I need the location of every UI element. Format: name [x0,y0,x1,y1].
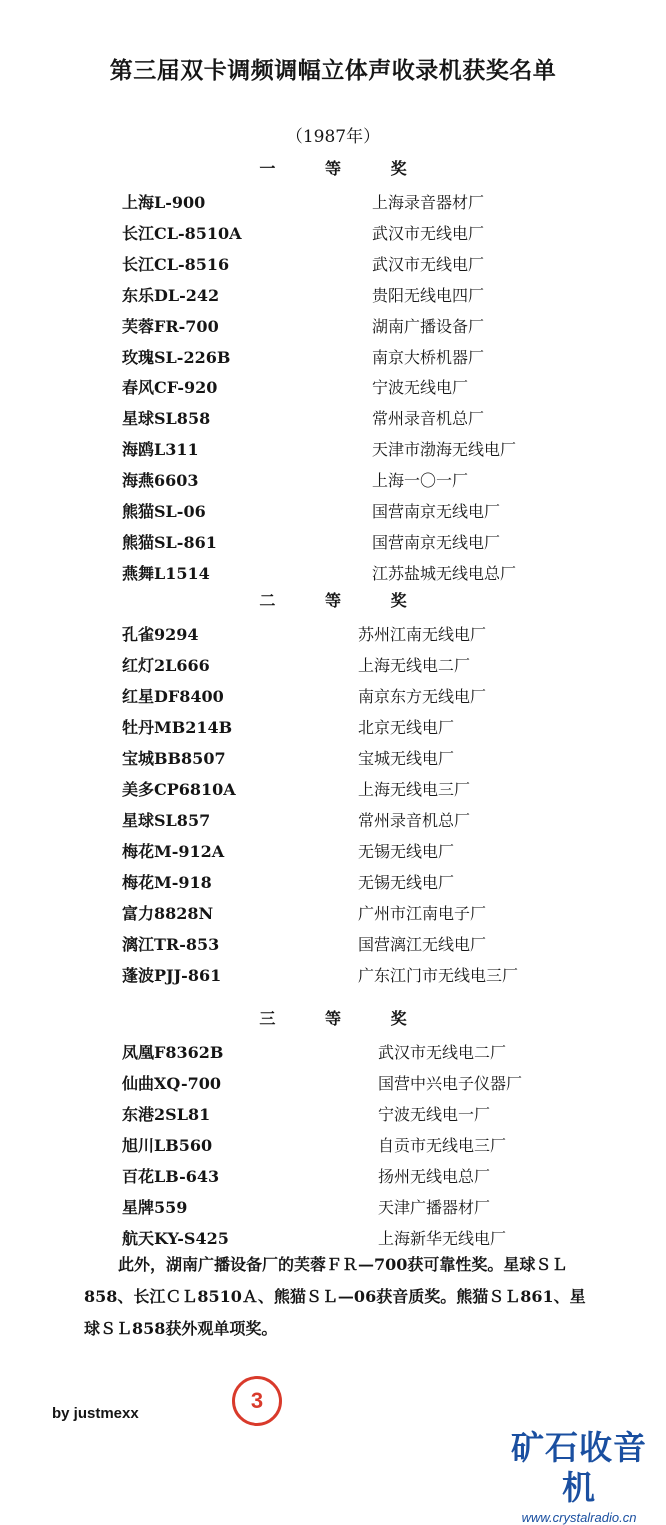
manufacturer-name: 上海无线电二厂 [358,656,471,675]
manufacturer-name: 宝城无线电厂 [358,749,455,768]
award-entry [0,932,666,962]
manufacturer-name: 武汉市无线电二厂 [378,1043,507,1062]
model-name: 红灯2L666 [122,656,210,675]
award-entry [0,1164,666,1194]
award-entry [0,963,666,993]
award-entry [0,221,666,251]
manufacturer-name: 武汉市无线电厂 [372,223,485,243]
model-name: 燕舞L1514 [122,563,210,583]
award-entry [0,1040,666,1070]
manufacturer-name: 南京东方无线电厂 [358,687,487,706]
model-name: 红星DF8400 [122,687,224,706]
model-name: 长江CL-8510A [122,223,242,243]
credit-text: by justmexx [52,1405,139,1422]
model-name: 牡丹MB214B [122,718,233,737]
prize-heading: 一 等 奖 [259,159,429,178]
manufacturer-name: 宁波无线电厂 [372,378,469,398]
model-name: 凤凰F8362B [122,1043,224,1062]
manufacturer-name: 无锡无线电厂 [358,842,455,861]
manufacturer-name: 上海录音器材厂 [372,193,485,212]
manufacturer-name: 国营南京无线电厂 [372,532,501,552]
manufacturer-name: 无锡无线电厂 [358,873,455,892]
award-entry [0,468,666,498]
model-name: 蓬波PJJ-861 [122,966,222,985]
model-name: 上海L-900 [122,193,206,212]
award-entry [0,901,666,931]
award-entry [0,839,666,869]
manufacturer-name: 上海新华无线电厂 [378,1229,507,1248]
manufacturer-name: 广州市江南电子厂 [358,904,487,923]
manufacturer-name: 湖南广播设备厂 [372,316,485,336]
award-entry [0,314,666,344]
manufacturer-name: 自贡市无线电三厂 [378,1136,507,1155]
model-name: 孔雀9294 [122,625,199,644]
model-name: 熊猫SL-06 [122,502,206,521]
award-entry [0,499,666,529]
award-entry [0,375,666,405]
model-name: 漓江TR-853 [122,935,220,954]
prize-heading: 三 等 奖 [259,1009,429,1028]
manufacturer-name: 国营南京无线电厂 [372,502,501,521]
award-entry [0,684,666,714]
manufacturer-name: 苏州江南无线电厂 [358,625,487,644]
model-name: 百花LB-643 [122,1167,220,1186]
award-entry [0,1133,666,1163]
model-name: 航天KY-S425 [122,1229,229,1248]
model-name: 星球SL858 [122,409,211,429]
manufacturer-name: 上海一〇一厂 [372,471,469,491]
model-name: 芙蓉FR-700 [122,316,219,336]
manufacturer-name: 天津广播器材厂 [378,1198,491,1217]
model-name: 海鸥L311 [122,440,199,460]
award-entry [0,808,666,838]
award-entry [0,746,666,776]
model-name: 宝城BB8507 [122,749,226,768]
model-name: 仙曲XQ-700 [122,1074,221,1093]
model-name: 梅花M-918 [122,873,212,892]
manufacturer-name: 武汉市无线电厂 [372,254,485,274]
model-name: 春风CF-920 [122,378,218,398]
award-entry [0,1195,666,1225]
manufacturer-name: 扬州无线电总厂 [378,1167,491,1186]
model-name: 星牌559 [122,1198,188,1217]
award-entry [0,530,666,560]
manufacturer-name: 常州录音机总厂 [372,409,485,429]
award-entry [0,283,666,313]
manufacturer-name: 北京无线电厂 [358,718,455,737]
model-name: 熊猫SL-861 [122,532,217,552]
model-name: 长江CL-8516 [122,254,230,274]
brand-logo [496,1428,662,1525]
award-entry [0,653,666,683]
manufacturer-name: 贵阳无线电四厂 [372,285,485,305]
manufacturer-name: 广东江门市无线电三厂 [358,966,519,985]
award-entry [0,406,666,436]
note-text: 此外，湖南广播设备厂的芙蓉ＦＲ—700获可靠性奖。星球ＳＬ858、长江ＣＬ8510Ａ、熊猫ＳＬ—06获音质奖。熊猫ＳＬ861、星球ＳＬ858获外观单项奖。 [84,1255,586,1338]
manufacturer-name: 江苏盐城无线电总厂 [372,563,517,583]
award-entry [0,715,666,745]
award-entry [0,1071,666,1101]
manufacturer-name: 南京大桥机器厂 [372,347,485,367]
award-entry [0,437,666,467]
award-entry [0,777,666,807]
model-name: 东乐DL-242 [122,285,220,305]
manufacturer-name: 常州录音机总厂 [358,811,471,830]
model-name: 玫瑰SL-226B [122,347,231,367]
note-paragraph [84,1249,594,1345]
award-entry [0,1102,666,1132]
award-entry [0,622,666,652]
page-number-badge: 3 [232,1376,282,1426]
model-name: 美多CP6810A [122,780,236,799]
model-name: 星球SL857 [122,811,211,830]
model-name: 东港2SL81 [122,1105,211,1124]
manufacturer-name: 国营中兴电子仪器厂 [378,1074,523,1093]
model-name: 海燕6603 [122,471,199,491]
award-entry [0,870,666,900]
award-entry [0,561,666,591]
brand-name: 矿石收音机 [511,1428,647,1507]
brand-url: www.crystalradio.cn [521,1510,637,1525]
manufacturer-name: 宁波无线电一厂 [378,1105,491,1124]
award-entry [0,252,666,282]
manufacturer-name: 天津市渤海无线电厂 [372,440,517,460]
award-entry [0,190,666,220]
prize-heading: 二 等 奖 [259,591,429,610]
page-title: 第三届双卡调频调幅立体声收录机获奖名单 [109,58,557,84]
manufacturer-name: 国营漓江无线电厂 [358,935,487,954]
model-name: 富力8828N [122,904,214,923]
manufacturer-name: 上海无线电三厂 [358,780,471,799]
award-entry [0,345,666,375]
model-name: 旭川LB560 [122,1136,213,1155]
year-label: （1987年） [285,127,381,147]
model-name: 梅花M-912A [122,842,225,861]
